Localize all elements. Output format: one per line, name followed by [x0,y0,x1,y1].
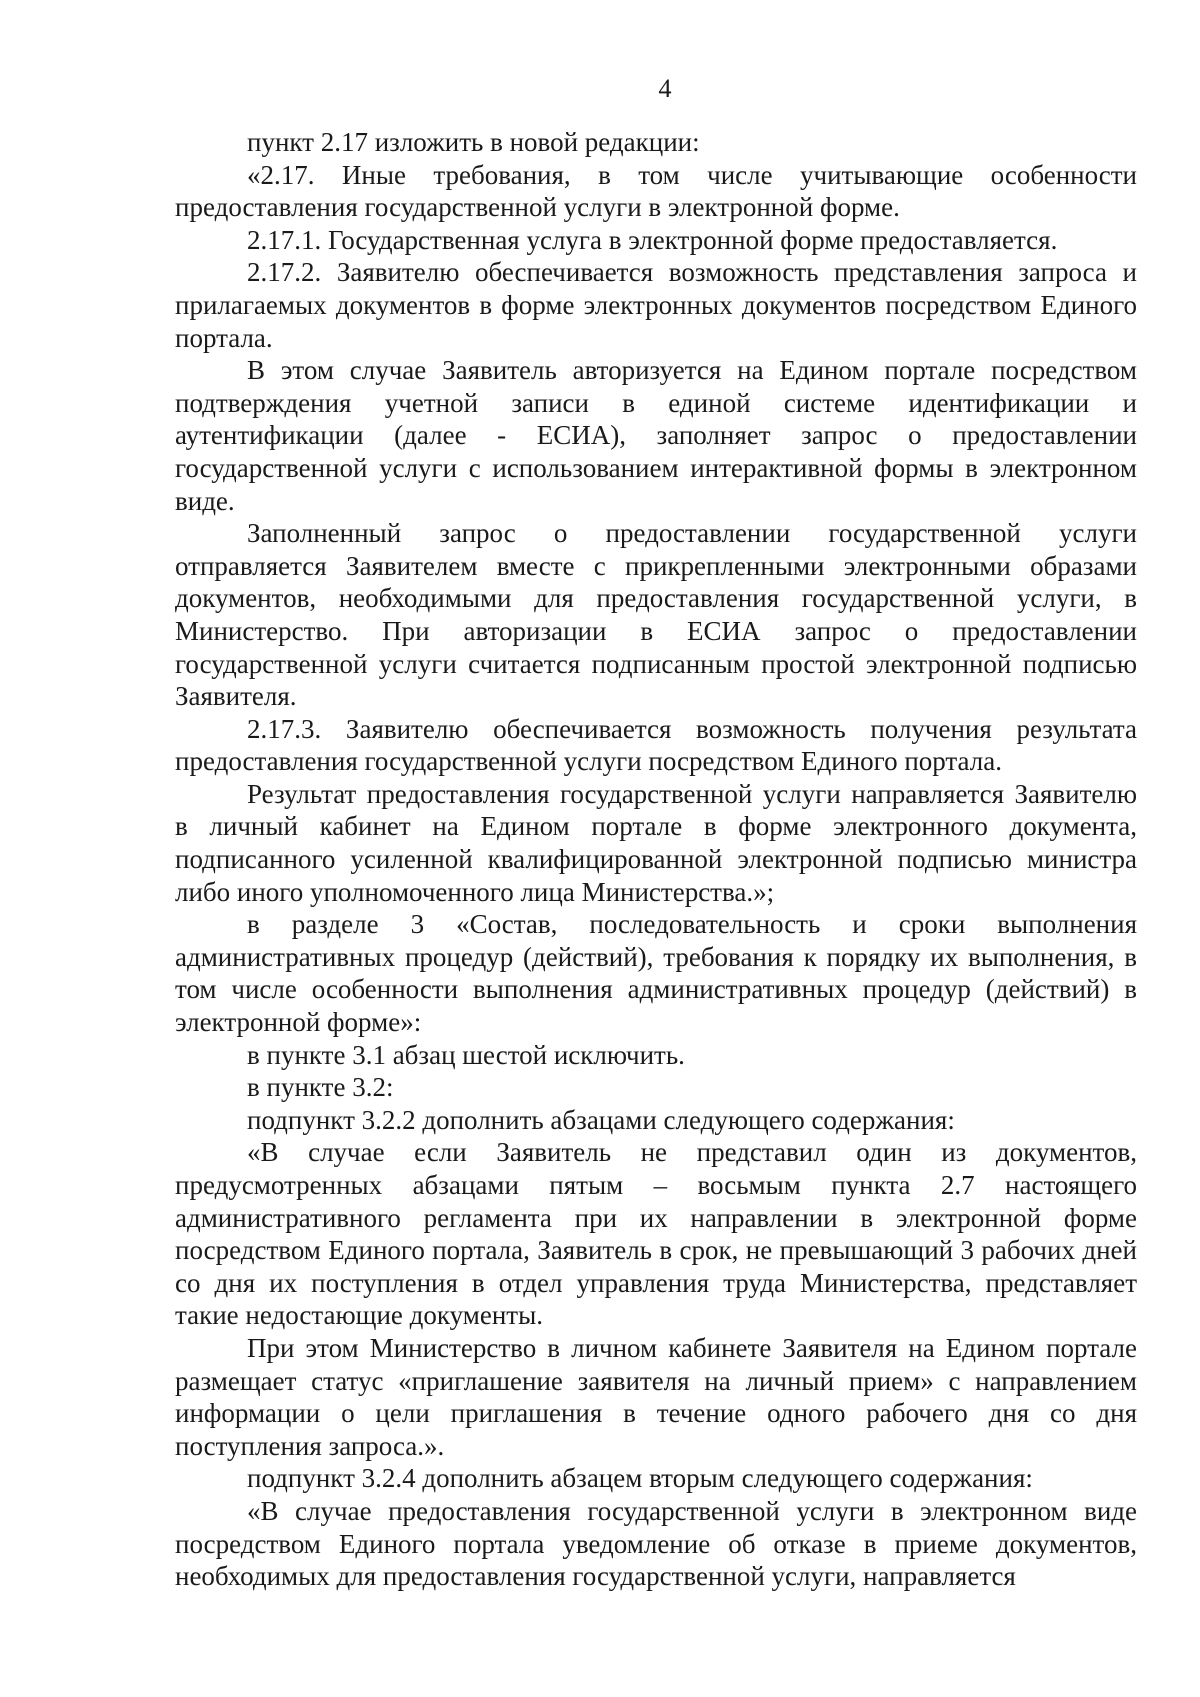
paragraph-3: 2.17.1. Государственная услуга в электронной форме предоставляется. [247,224,1058,255]
paragraph-1: пункт 2.17 изложить в новой редакции: [247,127,700,157]
paragraph-16: «В случае предоставления государственной услуги в электронном виде посредством Единого портала уведомление об отказе в приеме документов, необходимых для предоставления государственной услуги, направляется [175,1495,1137,1592]
paragraph-7: 2.17.3. Заявителю обеспечивается возможность получения результата предоставления государственной услуги посредством Единого портала. [175,713,1137,777]
paragraph-8: Результат предоставления государственной услуги направляется Заявителю в личный кабинет на Едином портале в форме электронного документа, подписанного усиленной квалифицированной электронной подписью министра либо иного уполномоченного лица Министерства.»; [175,778,1137,907]
paragraph-4: 2.17.2. Заявителю обеспечивается возможность представления запроса и прилагаемых документов в форме электронных документов посредством Единого портала. [175,257,1137,353]
page-number: 4 [658,74,672,103]
paragraph-15: подпункт 3.2.4 дополнить абзацем вторым следующего содержания: [247,1463,1033,1494]
paragraph-11: в пункте 3.2: [247,1072,394,1103]
paragraph-5: В этом случае Заявитель авторизуется на Едином портале посредством подтверждения учетной записи в единой системе идентификации и аутентификации (далее - ЕСИА), заполняет запрос о предоставлении государственной услуги с использованием интерактивной формы в электронном виде. [175,355,1137,516]
paragraph-9: в разделе 3 «Состав, последовательность и сроки выполнения административных процедур (действий), требования к порядку их выполнения, в том числе особенности выполнения административных процедур (действий) в электронной форме»: [175,909,1137,1038]
paragraph-10: в пункте 3.1 абзац шестой исключить. [247,1039,685,1070]
document-body [175,126,1137,1593]
paragraph-14: При этом Министерство в личном кабинете Заявителя на Едином портале размещает статус «приглашение заявителя на личный прием» с направлением информации о цели приглашения в течение одного рабочего дня со дня поступления запроса.». [175,1332,1137,1461]
paragraph-13: «В случае если Заявитель не представил один из документов, предусмотренных абзацами пятым – восьмым пункта 2.7 настоящего административного регламента при их направлении в электронной форме посредством Единого портала, Заявитель в срок, не превышающий 3 рабочих дней со дня их поступления в отдел управления труда Министерства, представляет такие недостающие документы. [175,1137,1137,1331]
paragraph-12: подпункт 3.2.2 дополнить абзацами следующего содержания: [247,1104,955,1135]
paragraph-2: «2.17. Иные требования, в том числе учитывающие особенности предоставления государственной услуги в электронной форме. [175,159,1137,223]
paragraph-6: Заполненный запрос о предоставлении государственной услуги отправляется Заявителем вместе с прикрепленными электронными образами документов, необходимыми для предоставления государственной услуги, в Министерство. При авторизации в ЕСИА запрос о предоставлении государственной услуги считается подписанным простой электронной подписью Заявителя. [175,518,1137,712]
